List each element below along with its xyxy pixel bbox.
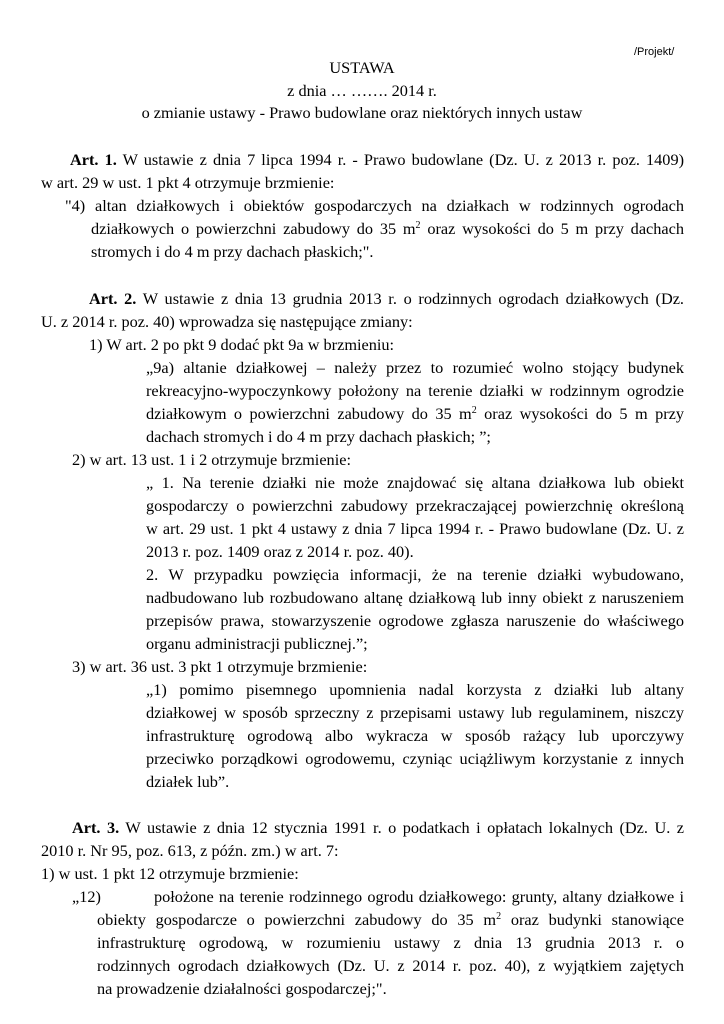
document-title: USTAWA — [329, 58, 395, 77]
art3-q-line-4: rodzinnych ogrodach działkowych (Dz. U. z 2014 r. poz. 40), z wyjątkiem zajętych — [97, 956, 684, 975]
art2-p3-line-5: działek lub”. — [146, 772, 230, 791]
art3-line-1: Art. 3. W ustawie z dnia 12 stycznia 1991 r. o podatkach i opłatach lokalnych (Dz. U. z — [72, 818, 684, 837]
art2-p2-line-3: w art. 29 ust. 1 pkt 4 ustawy z dnia 7 lipca 1994 r. - Prawo budowlane (Dz. U. z — [146, 519, 684, 538]
art3-label: Art. 3. — [72, 818, 120, 837]
art2-p2-line-5: 2. W przypadku powzięcia informacji, że na terenie działki wybudowano, — [146, 565, 684, 584]
art3-q-line-1: położone na terenie rodzinnego ogrodu działkowego: grunty, altany działkowe i — [154, 887, 684, 906]
projekt-label: /Projekt/ — [634, 46, 675, 58]
art3-line-2: 2010 r. Nr 95, poz. 613, z późn. zm.) w art. 7: — [41, 841, 339, 860]
art2-line-2: U. z 2014 r. poz. 40) wprowadza się następujące zmiany: — [41, 312, 413, 331]
art2-line-1: Art. 2. W ustawie z dnia 13 grudnia 2013 r. o rodzinnych ogrodach działkowych (Dz. — [89, 289, 684, 308]
art2-p3-line-1: „1) pomimo pisemnego upomnienia nadal korzysta z działki lub altany — [146, 680, 684, 699]
art2-p2-line-8: organu administracji publicznej.”; — [146, 634, 368, 653]
art1-line-5: stromych i do 4 m przy dachach płaskich;". — [91, 242, 374, 261]
art1-line-4: działkowych o powierzchni zabudowy do 35 $m^2$ oraz wysokości do 5 m przy dachach — [91, 219, 685, 238]
art3-q-line-5: na prowadzenie działalności gospodarczej;". — [97, 979, 387, 998]
art2-p3-line-3: infrastrukturę ogrodową albo wykracza w sposób rażący lub uporczywy — [146, 726, 684, 745]
art1-line-2: w art. 29 w ust. 1 pkt 4 otrzymuje brzmienie: — [41, 173, 335, 192]
art2-p1-line-1: „9a) altanie działkowej – należy przez to rozumieć wolno stojący budynek — [146, 358, 684, 377]
art2-point1-heading: 1) W art. 2 po pkt 9 dodać pkt 9a w brzmieniu: — [89, 335, 395, 354]
art1-line-1: Art. 1. W ustawie z dnia 7 lipca 1994 r. - Prawo budowlane (Dz. U. z 2013 r. poz. 1409) — [70, 150, 685, 169]
art2-p2-line-7: przepisów prawa, stowarzyszenie ogrodowe zgłasza naruszenie do właściwego — [146, 611, 684, 630]
art1-label: Art. 1. — [70, 150, 117, 169]
art2-p3-line-4: przeciwko porządkowi ogrodowemu, czyniąc uciążliwym korzystanie z innych — [146, 749, 684, 768]
art3-q-line-2: obiekty gospodarcze o powierzchni zabudowy do 35 $m^2$ oraz budynki stanowiące — [97, 910, 685, 929]
art2-p2-line-6: nadbudowano lub rozbudowano altanę działkową lub inny obiekt z naruszeniem — [146, 588, 684, 607]
art2-p2-line-4: 2013 r. poz. 1409 oraz z 2014 r. poz. 40). — [146, 542, 414, 561]
art2-p1-line-4: dachach stromych i do 4 m przy dachach płaskich; ”; — [146, 427, 491, 446]
art2-p2-line-1: „ 1. Na terenie działki nie może znajdować się altana działkowa lub obiekt — [146, 473, 684, 492]
art3-point1-heading: 1) w ust. 1 pkt 12 otrzymuje brzmienie: — [41, 864, 299, 883]
art3-quote-number: „12) — [72, 887, 101, 906]
document-subtitle: o zmianie ustawy - Prawo budowlane oraz niektórych innych ustaw — [141, 103, 583, 122]
document-date: z dnia … ……. 2014 r. — [287, 81, 437, 100]
art2-p2-line-2: gospodarczy o powierzchni zabudowy przekraczającej powierzchnię określoną — [146, 496, 684, 515]
art3-q-line-3: infrastrukturę ogrodową, w rozumieniu ustawy z dnia 13 grudnia 2013 r. o — [97, 933, 684, 952]
art2-p3-line-2: działkowej w sposób sprzeczny z przepisami ustawy lub regulaminem, niszczy — [146, 703, 684, 722]
art2-p1-line-3: działkowym o powierzchni zabudowy do 35 $m^2$ oraz wysokości do 5 m przy — [146, 404, 684, 423]
art2-p1-line-2: rekreacyjno-wypoczynkowy położony na terenie działki w rodzinnym ogrodzie — [146, 381, 684, 400]
art2-label: Art. 2. — [89, 289, 137, 308]
art2-point2-heading: 2) w art. 13 ust. 1 i 2 otrzymuje brzmienie: — [72, 450, 351, 469]
art1-line-3: "4) altan działkowych i obiektów gospodarczych na działkach w rodzinnych ogrodach — [65, 196, 684, 215]
art2-point3-heading: 3) w art. 36 ust. 3 pkt 1 otrzymuje brzmienie: — [72, 657, 368, 676]
